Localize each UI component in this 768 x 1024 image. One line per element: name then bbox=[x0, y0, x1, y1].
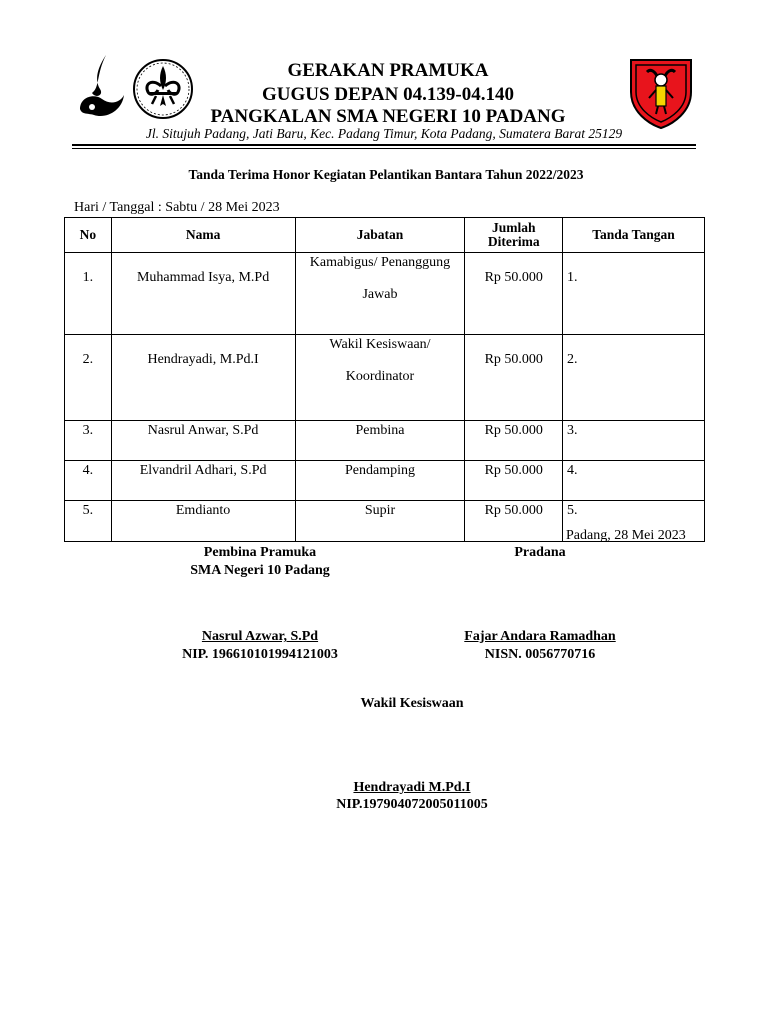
table-row bbox=[65, 335, 705, 421]
cell-tanda-tangan: 1. bbox=[563, 253, 705, 335]
header-jumlah bbox=[465, 218, 563, 253]
date-line: Hari / Tanggal : Sabtu / 28 Mei 2023 bbox=[74, 200, 280, 215]
cell-nama: Emdianto bbox=[111, 501, 295, 542]
cell-nama: Elvandril Adhari, S.Pd bbox=[111, 461, 295, 501]
cell-no: 4. bbox=[65, 461, 112, 501]
cell-jumlah: Rp 50.000 bbox=[465, 253, 563, 335]
cell-no: 5. bbox=[65, 501, 112, 542]
left-role-1: Pembina Pramuka bbox=[203, 545, 317, 560]
right-role: Pradana bbox=[514, 545, 566, 560]
cell-jabatan: Supir bbox=[295, 501, 465, 542]
left-signer-name: Nasrul Azwar, S.Pd bbox=[201, 629, 319, 644]
cell-tanda-tangan: 3. bbox=[563, 421, 705, 461]
document-title: Tanda Terima Honor Kegiatan Pelantikan Bantara Tahun 2022/2023 bbox=[188, 167, 584, 182]
cell-nama: Hendrayadi, M.Pd.I bbox=[111, 335, 295, 421]
cell-jumlah: Rp 50.000 bbox=[465, 421, 563, 461]
header-tanda-tangan: Tanda Tangan bbox=[563, 218, 705, 253]
cell-jumlah: Rp 50.000 bbox=[465, 461, 563, 501]
header-divider bbox=[72, 144, 696, 146]
cell-tanda-tangan: 4. bbox=[563, 461, 705, 501]
honor-receipt-table bbox=[64, 217, 705, 542]
cell-jabatan bbox=[295, 335, 465, 421]
left-signer-id: NIP. 196610101994121003 bbox=[182, 647, 338, 662]
bottom-role: Wakil Kesiswaan bbox=[360, 696, 464, 711]
jabatan-line2: Jawab bbox=[362, 287, 398, 302]
right-signer-name: Fajar Andara Ramadhan bbox=[464, 629, 616, 644]
cell-nama: Nasrul Anwar, S.Pd bbox=[111, 421, 295, 461]
jabatan-line1: Wakil Kesiswaan/ bbox=[329, 337, 431, 352]
cell-no: 3. bbox=[65, 421, 112, 461]
cell-nama: Muhammad Isya, M.Pd bbox=[111, 253, 295, 335]
cell-tanda-tangan: 5. bbox=[563, 501, 705, 542]
cell-no: 2. bbox=[65, 335, 112, 421]
place-date: Padang, 28 Mei 2023 bbox=[566, 528, 686, 543]
header-pangkalan: PANGKALAN SMA NEGERI 10 PADANG bbox=[210, 106, 566, 127]
cell-jumlah: Rp 50.000 bbox=[465, 501, 563, 542]
header-gugus-depan: GUGUS DEPAN 04.139-04.140 bbox=[262, 84, 514, 105]
cell-jumlah: Rp 50.000 bbox=[465, 335, 563, 421]
header-divider-thin bbox=[72, 148, 696, 149]
header-jumlah-line2: Diterima bbox=[487, 234, 540, 249]
bottom-signer-name: Hendrayadi M.Pd.I bbox=[353, 780, 471, 795]
cell-jabatan bbox=[295, 253, 465, 335]
jabatan-line1: Kamabigus/ Penanggung bbox=[309, 255, 451, 270]
header-jabatan: Jabatan bbox=[295, 218, 465, 253]
jabatan-line2: Koordinator bbox=[345, 369, 415, 384]
right-signer-id: NISN. 0056770716 bbox=[484, 647, 596, 662]
left-role-2: SMA Negeri 10 Padang bbox=[190, 563, 330, 578]
cell-tanda-tangan: 2. bbox=[563, 335, 705, 421]
table-header-row bbox=[65, 218, 705, 253]
header-organization: GERAKAN PRAMUKA bbox=[287, 60, 489, 81]
header-nama: Nama bbox=[111, 218, 295, 253]
table-row bbox=[65, 253, 705, 335]
header-jumlah-line1: Jumlah bbox=[491, 220, 536, 235]
cell-no: 1. bbox=[65, 253, 112, 335]
table-row bbox=[65, 461, 705, 501]
cell-jabatan: Pembina bbox=[295, 421, 465, 461]
table-row bbox=[65, 421, 705, 461]
header-no: No bbox=[65, 218, 112, 253]
cell-jabatan: Pendamping bbox=[295, 461, 465, 501]
header-address: Jl. Situjuh Padang, Jati Baru, Kec. Padang Timur, Kota Padang, Sumatera Barat 25129 bbox=[145, 126, 623, 141]
bottom-signer-id: NIP.197904072005011005 bbox=[336, 797, 488, 812]
